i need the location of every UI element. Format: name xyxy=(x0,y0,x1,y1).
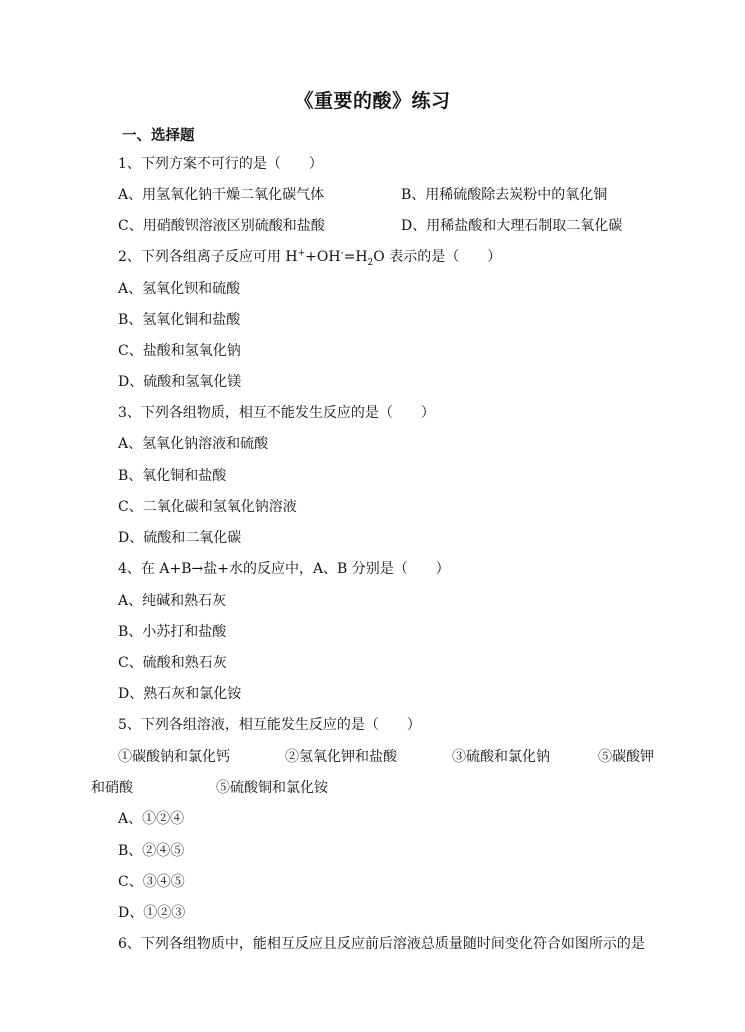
question-4-option-a: A、纯碱和熟石灰 xyxy=(118,593,227,609)
question-1-option-a: A、用氢氧化钠干燥二氧化碳气体 xyxy=(118,187,325,203)
question-2-option-d: D、硫酸和氢氧化镁 xyxy=(118,374,242,390)
q2-stem-mid1: +OH xyxy=(305,249,341,265)
question-5-option-d: D、①②③ xyxy=(118,905,186,921)
question-5-item-3: ③硫酸和氯化钠 xyxy=(452,749,550,765)
question-5-option-b: B、②④⑤ xyxy=(118,843,185,859)
question-2-stem xyxy=(118,247,501,267)
section-heading: 一、选择题 xyxy=(122,127,195,144)
q2-stem-mid2: =H xyxy=(343,249,368,265)
question-4-option-b: B、小苏打和盐酸 xyxy=(118,624,227,640)
question-3-option-b: B、氧化铜和盐酸 xyxy=(118,468,227,484)
q2-stem-pre: 2、下列各组离子反应可用 H xyxy=(118,249,298,265)
question-3-option-c: C、二氧化碳和氢氧化钠溶液 xyxy=(118,499,297,515)
question-5-item-4-end: 和硝酸 xyxy=(91,780,133,796)
question-4-stem: 4、在 A+B→盐+水的反应中，A、B 分别是（ ） xyxy=(118,561,450,577)
question-5-stem: 5、下列各组溶液，相互能发生反应的是（ ） xyxy=(118,717,421,733)
question-1-option-b: B、用稀硫酸除去炭粉中的氧化铜 xyxy=(401,187,608,203)
question-1-stem: 1、下列方案不可行的是（ ） xyxy=(118,156,323,172)
question-3-option-a: A、氢氧化钠溶液和硫酸 xyxy=(118,436,269,452)
question-5-option-c: C、③④⑤ xyxy=(118,874,185,890)
page-title: 《重要的酸》练习 xyxy=(294,90,451,112)
q2-sup-plus: + xyxy=(297,248,306,259)
q2-sub-2: 2 xyxy=(367,257,374,268)
question-1-option-c: C、用硝酸钡溶液区别硫酸和盐酸 xyxy=(118,218,325,234)
question-4-option-d: D、熟石灰和氯化铵 xyxy=(118,686,242,702)
question-3-option-d: D、硫酸和二氧化碳 xyxy=(118,530,242,546)
question-5-option-a: A、①②④ xyxy=(118,811,185,827)
question-2-option-c: C、盐酸和氢氧化钠 xyxy=(118,343,241,359)
q2-stem-post: O 表示的是（ ） xyxy=(373,249,502,265)
question-5-item-4-start: ⑤碳酸钾 xyxy=(598,749,654,765)
q2-sup-minus: - xyxy=(340,248,344,259)
question-5-item-5: ⑤硫酸铜和氯化铵 xyxy=(216,780,328,796)
question-2-option-b: B、氢氧化铜和盐酸 xyxy=(118,312,241,328)
question-5-item-2: ②氢氧化钾和盐酸 xyxy=(285,749,397,765)
question-1-option-d: D、用稀盐酸和大理石制取二氧化碳 xyxy=(401,218,623,234)
question-5-item-1: ①碳酸钠和氯化钙 xyxy=(118,749,230,765)
question-2-option-a: A、氢氧化钡和硫酸 xyxy=(118,281,241,297)
question-4-option-c: C、硫酸和熟石灰 xyxy=(118,655,227,671)
question-3-stem: 3、下列各组物质，相互不能发生反应的是（ ） xyxy=(118,405,435,421)
question-6-stem: 6、下列各组物质中，能相互反应且反应前后溶液总质量随时间变化符合如图所示的是 xyxy=(118,936,645,952)
